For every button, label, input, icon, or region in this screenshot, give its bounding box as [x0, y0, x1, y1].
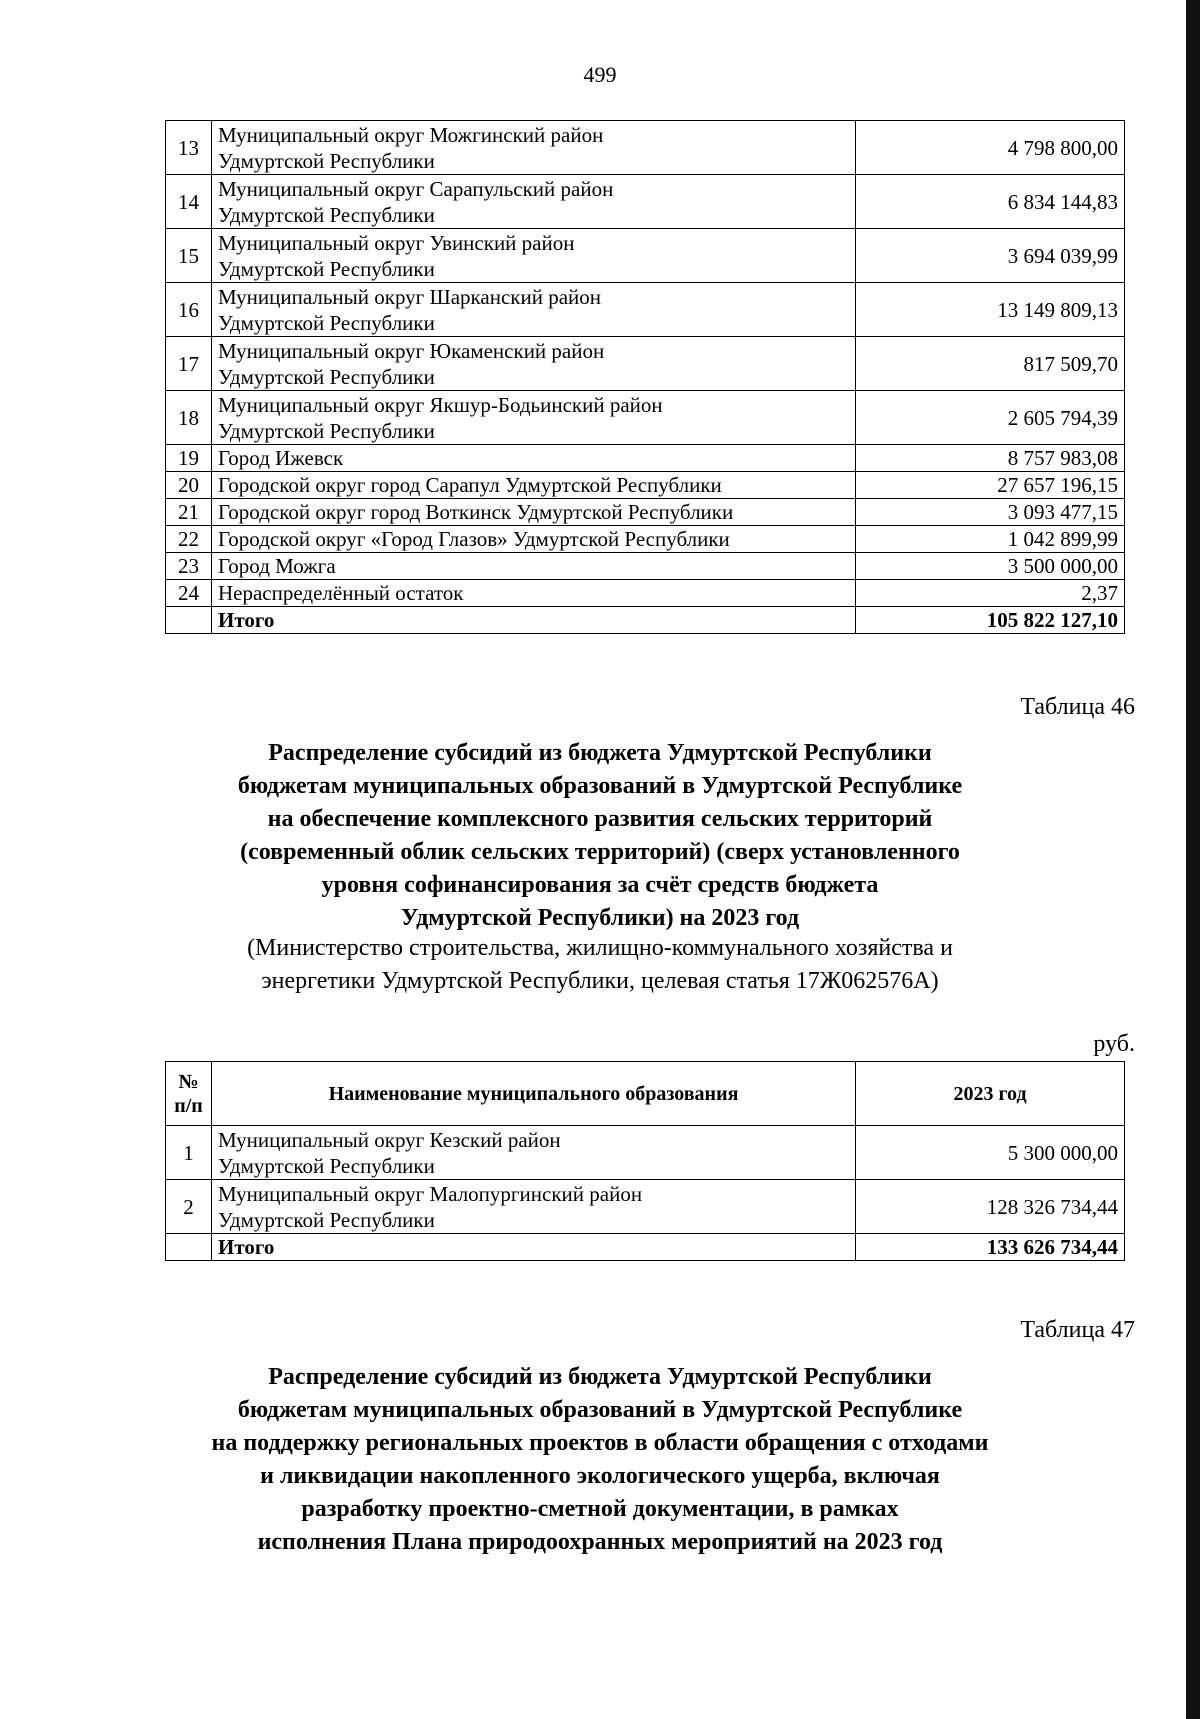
row-number: 20 [166, 472, 212, 499]
municipality-name-line: Удмуртской Республики [218, 202, 435, 227]
row-number: 23 [166, 553, 212, 580]
total-label: Итого [212, 607, 856, 634]
subsidy-amount: 3 694 039,99 [856, 229, 1125, 283]
title-line: бюджетам муниципальных образований в Удмуртской Республике [237, 773, 963, 799]
municipality-name-line: Городской округ «Город Глазов» Удмуртской Республики [218, 527, 730, 551]
table-row [166, 1180, 1125, 1234]
municipality-name [212, 175, 856, 229]
subsidy-amount: 8 757 983,08 [856, 445, 1125, 472]
table-row [166, 472, 1125, 499]
municipality-name-line: Удмуртской Республики [218, 148, 435, 173]
municipality-name-line: Муниципальный округ Якшур-Бодьинский район [218, 392, 663, 417]
table-row [166, 229, 1125, 283]
municipality-name-line: Муниципальный округ Кезский район [218, 1127, 561, 1152]
table-47-title [150, 1361, 1050, 1559]
municipality-name [212, 283, 856, 337]
subsidy-amount: 5 300 000,00 [856, 1126, 1125, 1180]
table-46-body [166, 1126, 1125, 1261]
municipality-name-line: Муниципальный округ Шарканский район [218, 284, 602, 309]
header-year-column: 2023 год [856, 1062, 1125, 1126]
title-line: исполнения Плана природоохранных мероприятий на 2023 год [257, 1529, 943, 1555]
municipality-name-line: Удмуртской Республики [218, 310, 435, 335]
municipality-name [212, 1180, 856, 1234]
subsidy-amount: 13 149 809,13 [856, 283, 1125, 337]
row-number: 17 [166, 337, 212, 391]
municipality-name-line: Город Ижевск [218, 446, 344, 470]
municipality-name [212, 580, 856, 607]
table-row [166, 337, 1125, 391]
row-number: 18 [166, 391, 212, 445]
allocation-table-body [166, 121, 1125, 634]
table-46-subtitle [150, 932, 1050, 998]
municipality-name [212, 229, 856, 283]
municipality-name-line: Муниципальный округ Малопургинский район [218, 1181, 643, 1206]
subsidy-amount: 6 834 144,83 [856, 175, 1125, 229]
row-number: 2 [166, 1180, 212, 1234]
total-number-cell [166, 607, 212, 634]
table-row [166, 121, 1125, 175]
table-row [166, 580, 1125, 607]
total-amount: 133 626 734,44 [856, 1234, 1125, 1261]
subsidy-amount: 27 657 196,15 [856, 472, 1125, 499]
municipality-name-line: Удмуртской Республики [218, 1207, 435, 1232]
header-name-column: Наименование муниципального образования [212, 1062, 856, 1126]
row-number: 1 [166, 1126, 212, 1180]
table-row [166, 526, 1125, 553]
municipality-name-line: Городской округ город Воткинск Удмуртской Республики [218, 500, 734, 524]
subsidy-amount: 1 042 899,99 [856, 526, 1125, 553]
subtitle-line: (Министерство строительства, жилищно-коммунального хозяйства и [247, 935, 953, 961]
row-number: 21 [166, 499, 212, 526]
title-line: на поддержку региональных проектов в области обращения с отходами [211, 1430, 989, 1456]
subsidy-amount: 4 798 800,00 [856, 121, 1125, 175]
total-number-cell [166, 1234, 212, 1261]
title-line: Распределение субсидий из бюджета Удмуртской Республики [268, 740, 932, 766]
total-row [166, 607, 1125, 634]
municipality-name-line: Городской округ город Сарапул Удмуртской Республики [218, 473, 722, 497]
title-line: (современный облик сельских территорий) (сверх установленного [240, 839, 960, 865]
table-row [166, 499, 1125, 526]
municipality-name [212, 337, 856, 391]
row-number: 22 [166, 526, 212, 553]
subtitle-line: энергетики Удмуртской Республики, целевая статья 17Ж062576А) [261, 968, 939, 994]
subsidy-amount: 3 500 000,00 [856, 553, 1125, 580]
table-46-title [150, 737, 1050, 935]
row-number: 15 [166, 229, 212, 283]
title-line: бюджетам муниципальных образований в Удмуртской Республике [237, 1397, 963, 1423]
table-row [166, 1126, 1125, 1180]
title-line: уровня софинансирования за счёт средств бюджета [321, 872, 879, 898]
row-number: 14 [166, 175, 212, 229]
table-row [166, 175, 1125, 229]
subsidy-amount: 3 093 477,15 [856, 499, 1125, 526]
table-row [166, 553, 1125, 580]
municipality-name [212, 526, 856, 553]
municipality-name [212, 499, 856, 526]
table-row [166, 391, 1125, 445]
municipality-name-line: Город Можга [218, 554, 336, 578]
header-number-column: № п/п [166, 1062, 212, 1126]
municipality-name-line: Муниципальный округ Можгинский район [218, 122, 604, 147]
municipality-name [212, 1126, 856, 1180]
title-line: Удмуртской Республики) на 2023 год [400, 905, 800, 931]
table-label-47: Таблица 47 [1020, 1317, 1135, 1343]
municipality-name-line: Муниципальный округ Сарапульский район [218, 176, 614, 201]
municipality-name [212, 121, 856, 175]
total-row [166, 1234, 1125, 1261]
table-row [166, 445, 1125, 472]
subsidy-amount: 128 326 734,44 [856, 1180, 1125, 1234]
subsidy-amount: 2,37 [856, 580, 1125, 607]
table-46-header-row [166, 1062, 1125, 1126]
municipality-name [212, 391, 856, 445]
municipality-name-line: Удмуртской Республики [218, 418, 435, 443]
scan-edge [1186, 0, 1200, 1719]
currency-unit: руб. [1093, 1031, 1135, 1057]
municipality-name-line: Удмуртской Республики [218, 364, 435, 389]
municipality-name-line: Муниципальный округ Юкаменский район [218, 338, 605, 363]
row-number: 24 [166, 580, 212, 607]
page-number: 499 [583, 62, 617, 87]
municipality-name-line: Удмуртской Республики [218, 256, 435, 281]
table-row [166, 283, 1125, 337]
row-number: 16 [166, 283, 212, 337]
municipality-name-line: Удмуртской Республики [218, 1153, 435, 1178]
row-number: 13 [166, 121, 212, 175]
total-label: Итого [212, 1234, 856, 1261]
subsidy-amount: 817 509,70 [856, 337, 1125, 391]
title-line: разработку проектно-сметной документации, в рамках [301, 1496, 899, 1522]
title-line: Распределение субсидий из бюджета Удмуртской Республики [268, 1364, 932, 1390]
table-label-46: Таблица 46 [1020, 694, 1135, 720]
subsidy-amount: 2 605 794,39 [856, 391, 1125, 445]
municipality-name-line: Нераспределённый остаток [218, 581, 464, 605]
total-amount: 105 822 127,10 [856, 607, 1125, 634]
title-line: и ликвидации накопленного экологического ущерба, включая [260, 1463, 940, 1489]
municipality-name-line: Муниципальный округ Увинский район [218, 230, 575, 255]
title-line: на обеспечение комплексного развития сельских территорий [267, 806, 933, 832]
row-number: 19 [166, 445, 212, 472]
table-46 [165, 1061, 1125, 1261]
municipality-name [212, 553, 856, 580]
municipality-name [212, 472, 856, 499]
municipality-name [212, 445, 856, 472]
allocation-table-continued [165, 120, 1125, 634]
